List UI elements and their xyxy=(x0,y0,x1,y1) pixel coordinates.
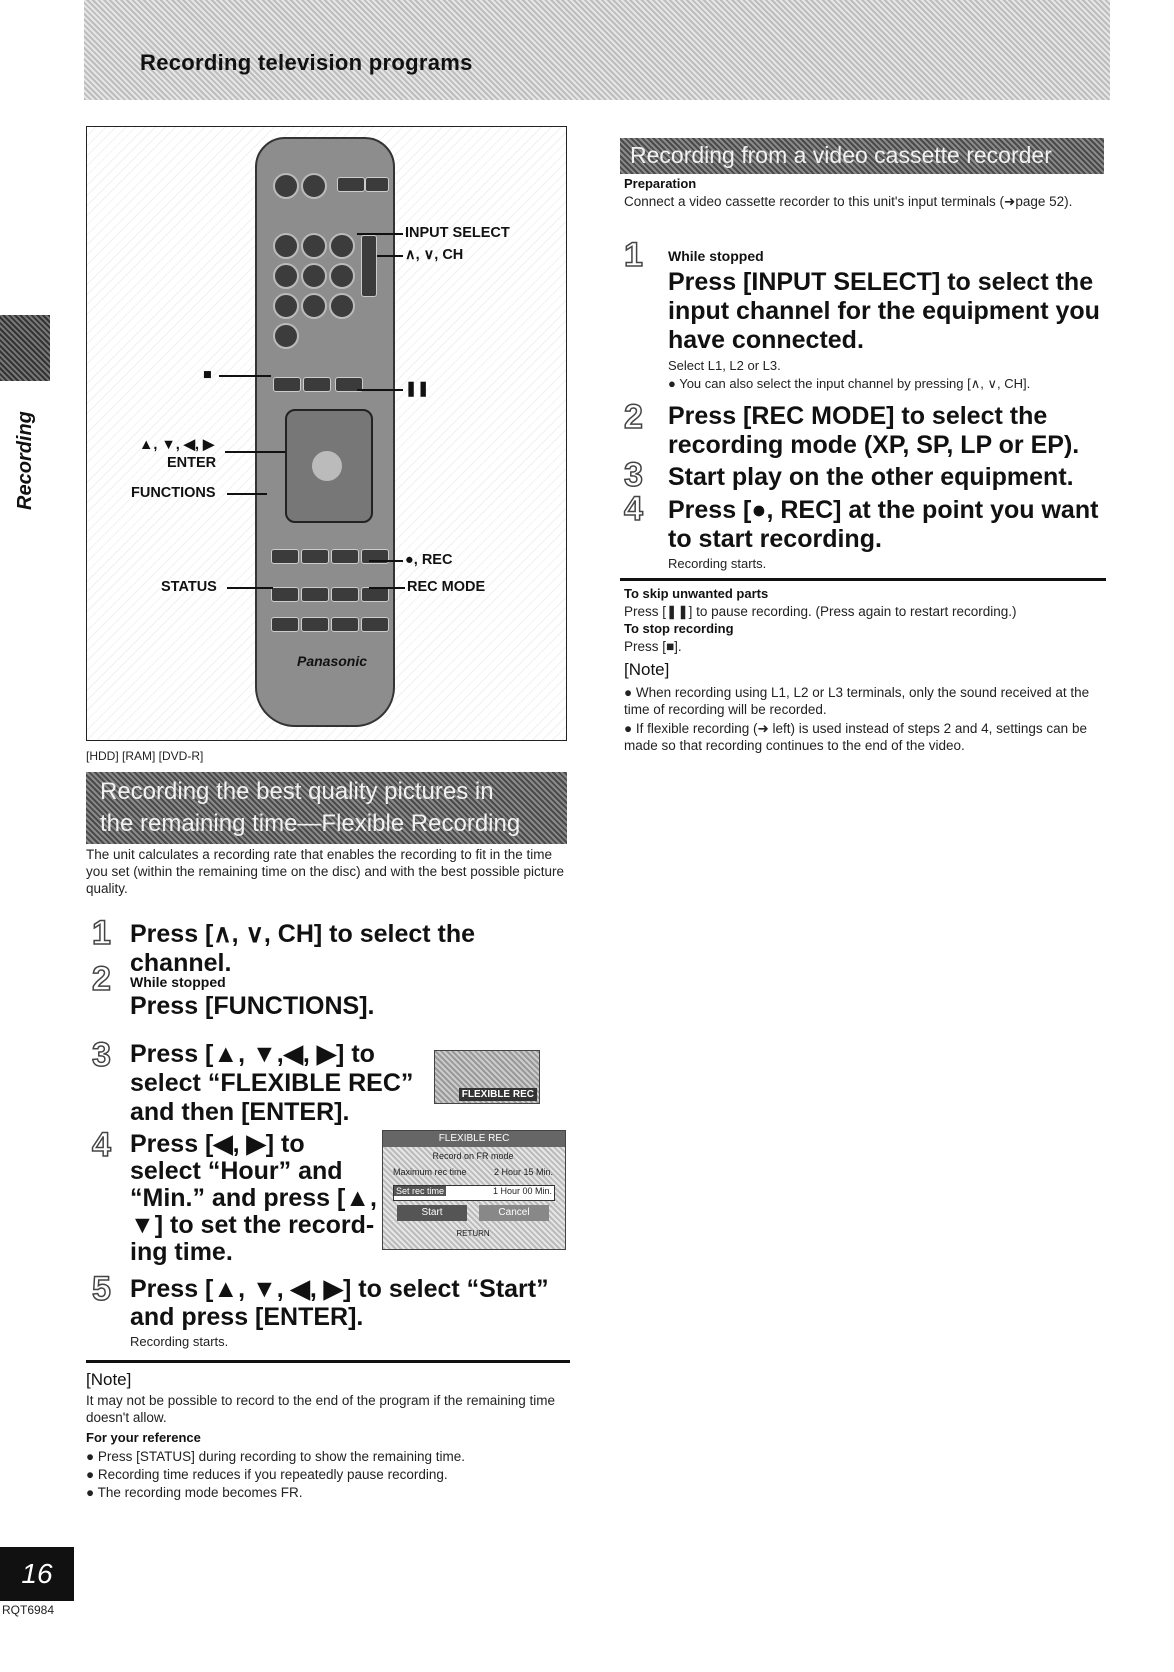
remote-enter-button-icon xyxy=(312,451,342,481)
reference-title: For your reference xyxy=(86,1430,201,1445)
remote-number-0-icon xyxy=(273,323,299,349)
flexible-rec-screen xyxy=(382,1130,566,1250)
step-number: 4 xyxy=(92,1126,111,1164)
screen-cancel-button: Cancel xyxy=(479,1205,549,1221)
remote-number-4-icon xyxy=(273,263,299,289)
flex-step-2-pre: While stopped xyxy=(130,974,226,990)
step-number: 3 xyxy=(92,1036,111,1074)
screen-row xyxy=(393,1167,553,1181)
step-number: 2 xyxy=(624,398,643,436)
section-tab-marker xyxy=(0,315,50,381)
section-side-label-text: Recording xyxy=(14,411,36,510)
remote-key-icon xyxy=(301,617,329,632)
remote-number-8-icon xyxy=(301,293,327,319)
vcr-step-4-result: Recording starts. xyxy=(668,556,767,571)
screen-title: FLEXIBLE REC xyxy=(383,1131,565,1147)
label-functions: FUNCTIONS xyxy=(131,485,216,501)
skip-text: Press [❚❚] to pause recording. (Press again to restart recording.) xyxy=(624,604,1017,619)
document-code: RQT6984 xyxy=(2,1603,55,1617)
flex-step-3-line3: and then [ENTER]. xyxy=(130,1098,350,1126)
remote-number-3-icon xyxy=(329,233,355,259)
label-pause: ❚❚ xyxy=(405,381,430,397)
flex-intro: The unit calculates a recording rate that enables the recording to fit in the time you set (within the remaining time on the disc) and with the best possible picture quality. xyxy=(86,847,564,896)
label-enter: ENTER xyxy=(167,455,217,471)
flex-step-1: Press [∧, ∨, CH] to select the channel. xyxy=(130,920,476,977)
flex-note: It may not be possible to record to the end of the program if the remaining time doesn't allow. xyxy=(86,1393,555,1425)
remote-channel-rocker-icon xyxy=(361,235,377,297)
flex-step-3-line2: select “FLEXIBLE REC” xyxy=(130,1069,414,1097)
remote-number-1-icon xyxy=(273,233,299,259)
remote-status-key-icon xyxy=(271,587,299,602)
flex-step-5-line2: and press [ENTER]. xyxy=(130,1303,364,1331)
flex-step-5-line1: Press [▲, ▼, ◀, ▶] to select “Start” xyxy=(130,1275,549,1303)
remote-rec-mode-key-icon xyxy=(361,587,389,602)
label-stop: ■ xyxy=(203,367,212,383)
note-title: [Note] xyxy=(86,1370,132,1389)
remote-key-icon xyxy=(301,587,329,602)
step-number: 4 xyxy=(624,490,643,528)
remote-key-icon xyxy=(331,587,359,602)
remote-number-7-icon xyxy=(273,293,299,319)
screen-footer: RETURN xyxy=(456,1229,490,1238)
vcr-step-1-line2: input channel for the equipment you xyxy=(668,297,1100,325)
flex-step-4-line4: ▼] to set the record- xyxy=(130,1211,375,1239)
page-title: Recording television programs xyxy=(140,50,473,75)
preparation-text: Connect a video cassette recorder to this unit's input terminals (➜page 52). xyxy=(624,194,1073,209)
vcr-note: ● If flexible recording (➜ left) is used instead of steps 2 and 4, settings can be made so that recording continues to the end of the video. xyxy=(624,721,1087,753)
brand-logo: Panasonic xyxy=(297,653,368,669)
flex-step-4-line2: select “Hour” and xyxy=(130,1157,343,1185)
leader-line xyxy=(369,587,405,589)
flexible-recording-banner xyxy=(86,772,567,844)
remote-power-button-icon xyxy=(273,173,299,199)
screen-set-value: 1 Hour 00 Min. xyxy=(492,1186,552,1196)
flexible-rec-thumbnail-label: FLEXIBLE REC xyxy=(459,1088,537,1101)
step-number: 3 xyxy=(624,456,643,494)
leader-line xyxy=(227,587,273,589)
remote-key-icon xyxy=(361,617,389,632)
note-title: [Note] xyxy=(624,660,670,679)
section-side-label xyxy=(8,400,44,510)
remote-key-icon xyxy=(271,549,299,564)
label-channel: ∧, ∨, CH xyxy=(405,247,464,263)
flex-step-4-line1: Press [◀, ▶] to xyxy=(130,1130,305,1158)
leader-line xyxy=(357,233,403,235)
stop-text: Press [■]. xyxy=(624,639,682,654)
label-status: STATUS xyxy=(161,579,217,595)
flex-step-2: Press [FUNCTIONS]. xyxy=(130,992,375,1020)
vcr-step-1-tip: ● You can also select the input channel by pressing [∧, ∨, CH]. xyxy=(668,376,1031,391)
flex-step-3-line1: Press [▲, ▼,◀, ▶] to xyxy=(130,1040,375,1068)
flexible-rec-menu-thumbnail xyxy=(434,1050,540,1104)
page-number: 16 xyxy=(0,1547,74,1601)
flex-step-4-line5: ing time. xyxy=(130,1238,233,1266)
remote-number-9-icon xyxy=(329,293,355,319)
vcr-step-1-line1: Press [INPUT SELECT] to select the xyxy=(668,268,1094,296)
label-arrows: ▲, ▼, ◀, ▶ xyxy=(139,437,215,453)
screen-max-value: 2 Hour 15 Min. xyxy=(493,1167,553,1177)
reference-item: ● The recording mode becomes FR. xyxy=(86,1485,303,1500)
flex-step-5-result: Recording starts. xyxy=(130,1334,229,1349)
banner-line-2: the remaining time—Flexible Recording xyxy=(100,810,521,837)
remote-number-2-icon xyxy=(301,233,327,259)
screen-row xyxy=(393,1185,555,1201)
remote-stop-key-icon xyxy=(273,377,301,392)
vcr-step-4-line1: Press [●, REC] at the point you want xyxy=(668,496,1099,524)
remote-illustration xyxy=(86,126,567,741)
stop-title: To stop recording xyxy=(624,621,734,636)
vcr-note: ● When recording using L1, L2 or L3 terminals, only the sound received at the time of recording will be recorded. xyxy=(624,685,1090,717)
step-number: 5 xyxy=(92,1270,111,1308)
vcr-step-3-line1: Start play on the other equipment. xyxy=(668,463,1074,491)
label-rec-mode: REC MODE xyxy=(407,579,486,595)
leader-line xyxy=(369,560,403,562)
vcr-step-2-line1: Press [REC MODE] to select the xyxy=(668,402,1048,430)
step-number: 1 xyxy=(624,236,643,274)
remote-key-icon xyxy=(331,549,359,564)
remote-key-icon xyxy=(365,177,389,192)
leader-line xyxy=(227,493,267,495)
screen-start-button: Start xyxy=(397,1205,467,1221)
skip-title: To skip unwanted parts xyxy=(624,586,769,601)
preparation-title: Preparation xyxy=(624,176,697,191)
vcr-step-4-line2: to start recording. xyxy=(668,525,882,553)
step-number: 2 xyxy=(92,960,111,998)
leader-line xyxy=(219,375,271,377)
vcr-step-2-line2: recording mode (XP, SP, LP or EP). xyxy=(668,431,1080,459)
remote-button-icon xyxy=(301,173,327,199)
remote-number-6-icon xyxy=(329,263,355,289)
leader-line xyxy=(225,451,285,453)
remote-pause-key-icon xyxy=(303,377,331,392)
vcr-recording-banner xyxy=(620,138,1104,174)
banner-line-1: Recording the best quality pictures in xyxy=(100,778,494,805)
flex-step-4-line3: “Min.” and press [▲, xyxy=(130,1184,377,1212)
remote-key-icon xyxy=(331,617,359,632)
screen-set-label: Set rec time xyxy=(396,1186,445,1196)
divider xyxy=(86,1360,570,1363)
reference-item: ● Press [STATUS] during recording to show the remaining time. xyxy=(86,1449,466,1464)
screen-max-label: Maximum rec time xyxy=(393,1167,467,1177)
remote-key-icon xyxy=(337,177,365,192)
step-number: 1 xyxy=(92,914,111,952)
vcr-step-1-line3: have connected. xyxy=(668,326,864,354)
leader-line xyxy=(377,255,403,257)
label-rec: ●, REC xyxy=(405,552,453,568)
disc-type-tags: [HDD] [RAM] [DVD-R] xyxy=(86,749,204,763)
divider xyxy=(620,578,1106,581)
screen-row: Record on FR mode xyxy=(432,1151,514,1161)
remote-key-icon xyxy=(301,549,329,564)
label-input-select: INPUT SELECT xyxy=(405,225,510,241)
vcr-step-1-pre: While stopped xyxy=(668,248,764,264)
remote-control-image xyxy=(255,137,395,727)
vcr-banner-text: Recording from a video cassette recorder xyxy=(630,142,1052,168)
remote-number-5-icon xyxy=(301,263,327,289)
leader-line xyxy=(357,389,403,391)
remote-key-icon xyxy=(271,617,299,632)
vcr-step-1-sub: Select L1, L2 or L3. xyxy=(668,358,781,373)
reference-item: ● Recording time reduces if you repeatedly pause recording. xyxy=(86,1467,448,1482)
